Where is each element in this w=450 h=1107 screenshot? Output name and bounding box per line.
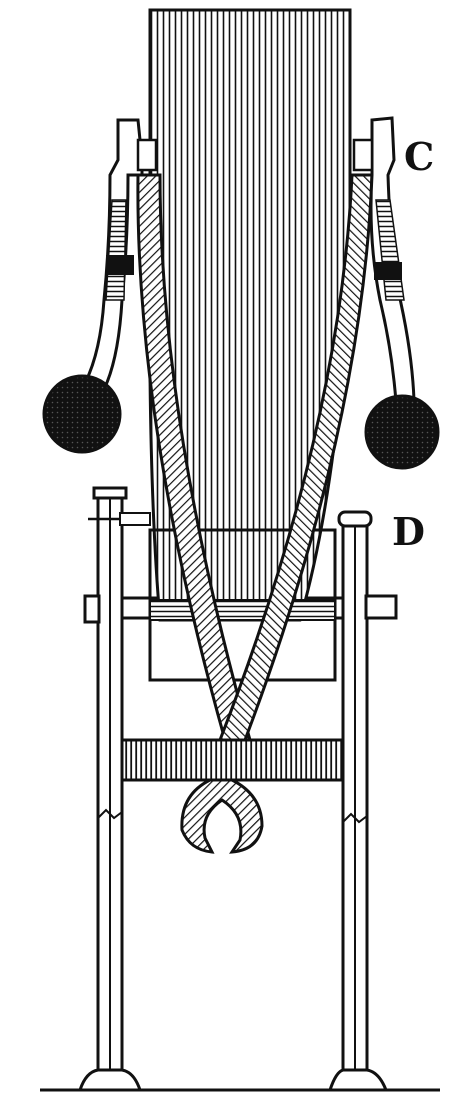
right-base [330,1070,386,1090]
label-c: C [404,134,435,179]
label-d: D [392,509,425,554]
right-weight [366,396,438,468]
tongs-jaws [182,780,262,852]
tapered-column [150,10,350,680]
left-base [80,1070,140,1090]
left-weight [44,376,120,452]
left-lever [44,120,156,452]
lower-crossbar [122,740,343,780]
